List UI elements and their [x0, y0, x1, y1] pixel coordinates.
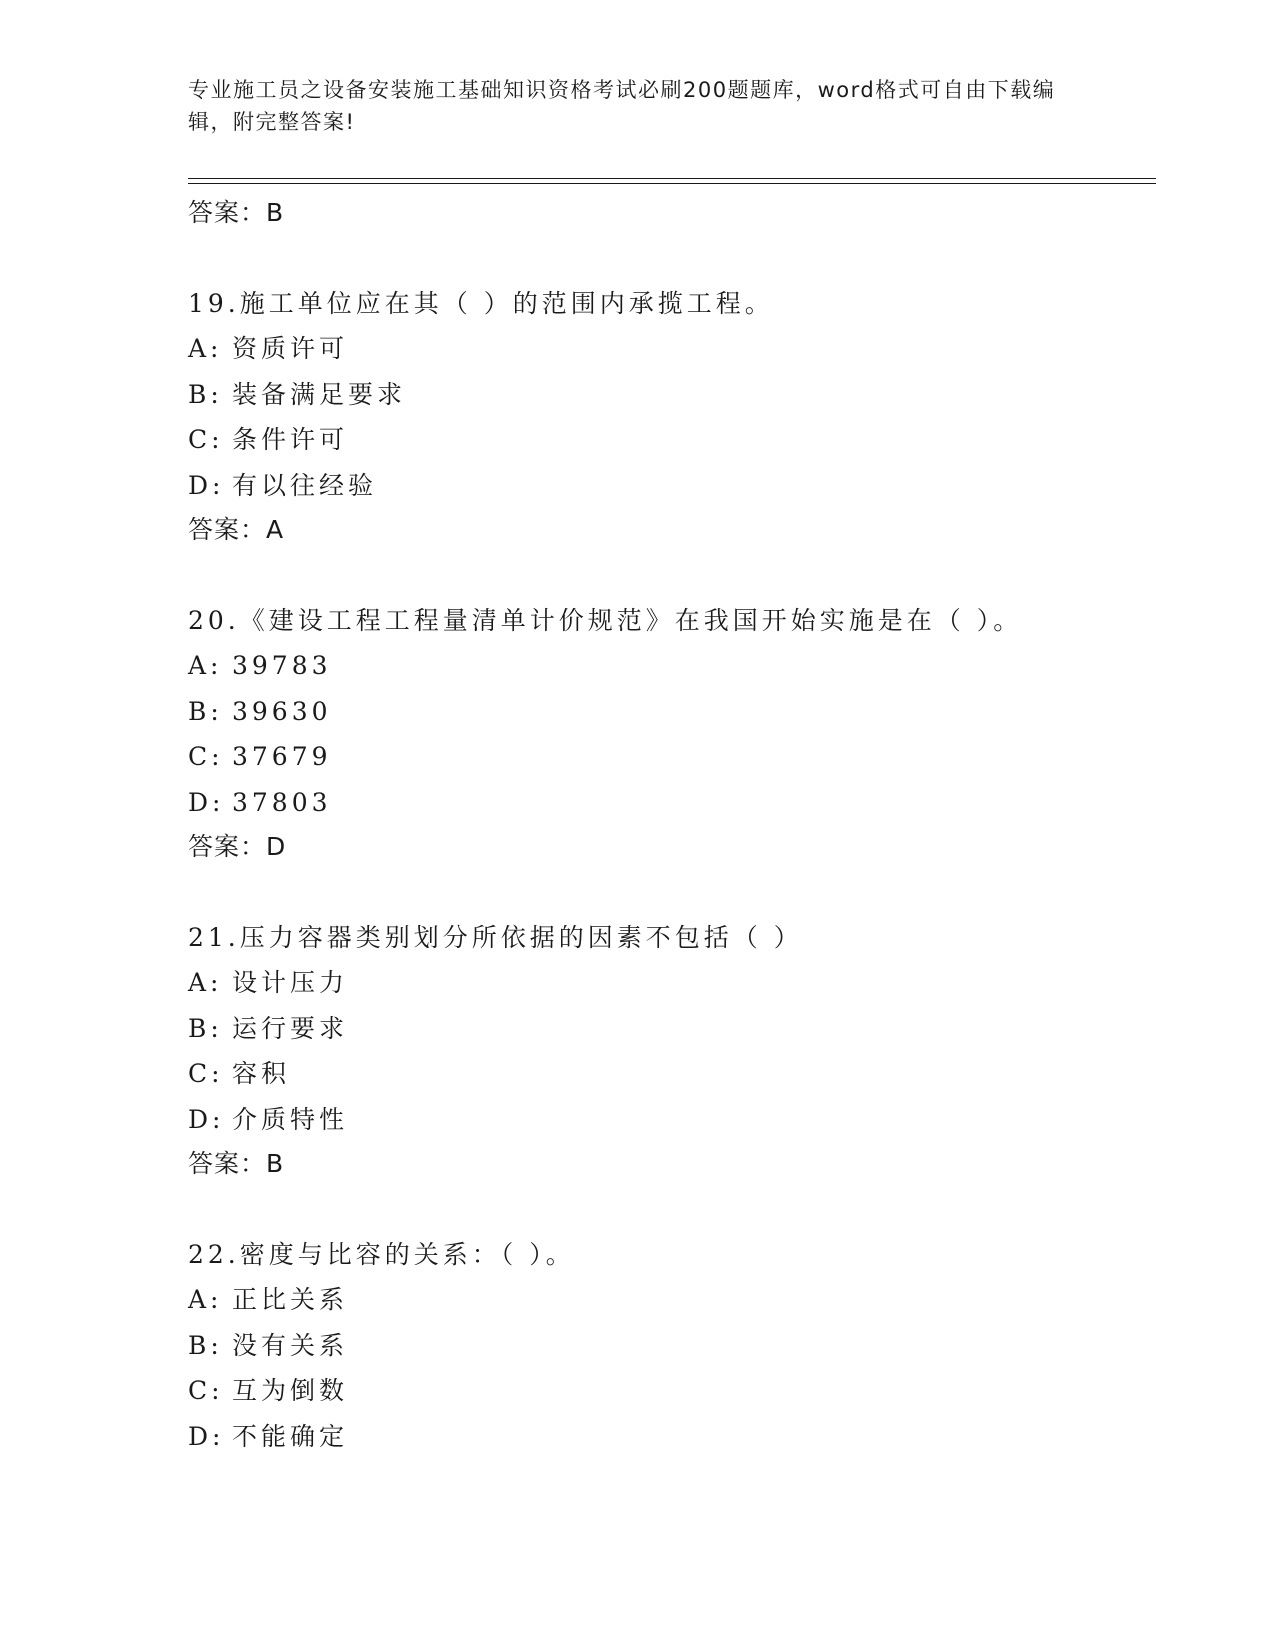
question-block: [188, 282, 1156, 552]
option-letter: D:: [188, 1104, 225, 1134]
option-text: 资质许可: [232, 334, 349, 363]
option-text: 运行要求: [232, 1013, 349, 1043]
option-letter: A:: [188, 968, 223, 997]
option-letter: C:: [188, 1059, 224, 1088]
option-text: 有以往经验: [232, 470, 378, 500]
option-text: 不能确定: [232, 1421, 349, 1451]
option-c: [188, 1051, 1156, 1097]
option-text: 39630: [232, 696, 332, 726]
document-header: 专业施工员之设备安装施工基础知识资格考试必刷200题题库，word格式可自由下载编辑，附完整答案!: [188, 78, 1056, 134]
question-block: [188, 1233, 1156, 1459]
option-text: 正比关系: [232, 1285, 349, 1314]
header-divider-line: [188, 178, 1156, 179]
option-letter: D:: [188, 787, 225, 817]
question-block: [188, 599, 1156, 869]
option-a: [188, 643, 1156, 689]
question-text: 21.压力容器类别划分所依据的因素不包括（ ）: [188, 923, 803, 952]
answer-line: 答案：D: [188, 832, 287, 861]
option-c: [188, 1368, 1156, 1414]
option-letter: C:: [188, 425, 224, 454]
option-letter: B:: [188, 1330, 223, 1360]
option-d: [188, 780, 1156, 826]
question-list: [188, 191, 1156, 1459]
option-letter: A:: [188, 651, 223, 680]
option-b: [188, 1323, 1156, 1369]
header-divider-line-secondary: [188, 183, 1156, 184]
option-a: [188, 326, 1156, 372]
option-text: 条件许可: [232, 425, 349, 454]
option-letter: C:: [188, 1376, 224, 1405]
option-text: 容积: [232, 1059, 291, 1088]
option-b: [188, 372, 1156, 418]
option-letter: B:: [188, 696, 223, 726]
question-text: 20.《建设工程工程量清单计价规范》在我国开始实施是在（ ）。: [188, 606, 1023, 635]
option-c: [188, 734, 1156, 780]
option-text: 37803: [232, 787, 332, 817]
option-letter: B:: [188, 379, 223, 409]
option-text: 没有关系: [232, 1330, 349, 1360]
option-d: [188, 1414, 1156, 1460]
option-letter: D:: [188, 470, 225, 500]
option-text: 37679: [232, 742, 332, 771]
option-letter: B:: [188, 1013, 223, 1043]
question-text: 22.密度与比容的关系：（ ）。: [188, 1240, 575, 1269]
option-letter: A:: [188, 334, 223, 363]
option-b: [188, 1006, 1156, 1052]
question-block: [188, 916, 1156, 1186]
option-a: [188, 960, 1156, 1006]
option-text: 装备满足要求: [232, 379, 407, 409]
answer-line: 答案：A: [188, 515, 285, 544]
option-c: [188, 417, 1156, 463]
option-d: [188, 463, 1156, 509]
option-letter: D:: [188, 1421, 225, 1451]
option-d: [188, 1097, 1156, 1143]
option-text: 介质特性: [232, 1104, 349, 1134]
option-text: 互为倒数: [232, 1376, 349, 1405]
answer-line: 答案：B: [188, 198, 285, 227]
option-text: 设计压力: [232, 968, 349, 997]
answer-line: 答案：B: [188, 1149, 285, 1178]
question-text: 19.施工单位应在其（ ）的范围内承揽工程。: [188, 289, 774, 318]
option-letter: C:: [188, 742, 224, 771]
option-a: [188, 1277, 1156, 1323]
option-text: 39783: [232, 651, 332, 680]
option-letter: A:: [188, 1285, 223, 1314]
option-b: [188, 689, 1156, 735]
